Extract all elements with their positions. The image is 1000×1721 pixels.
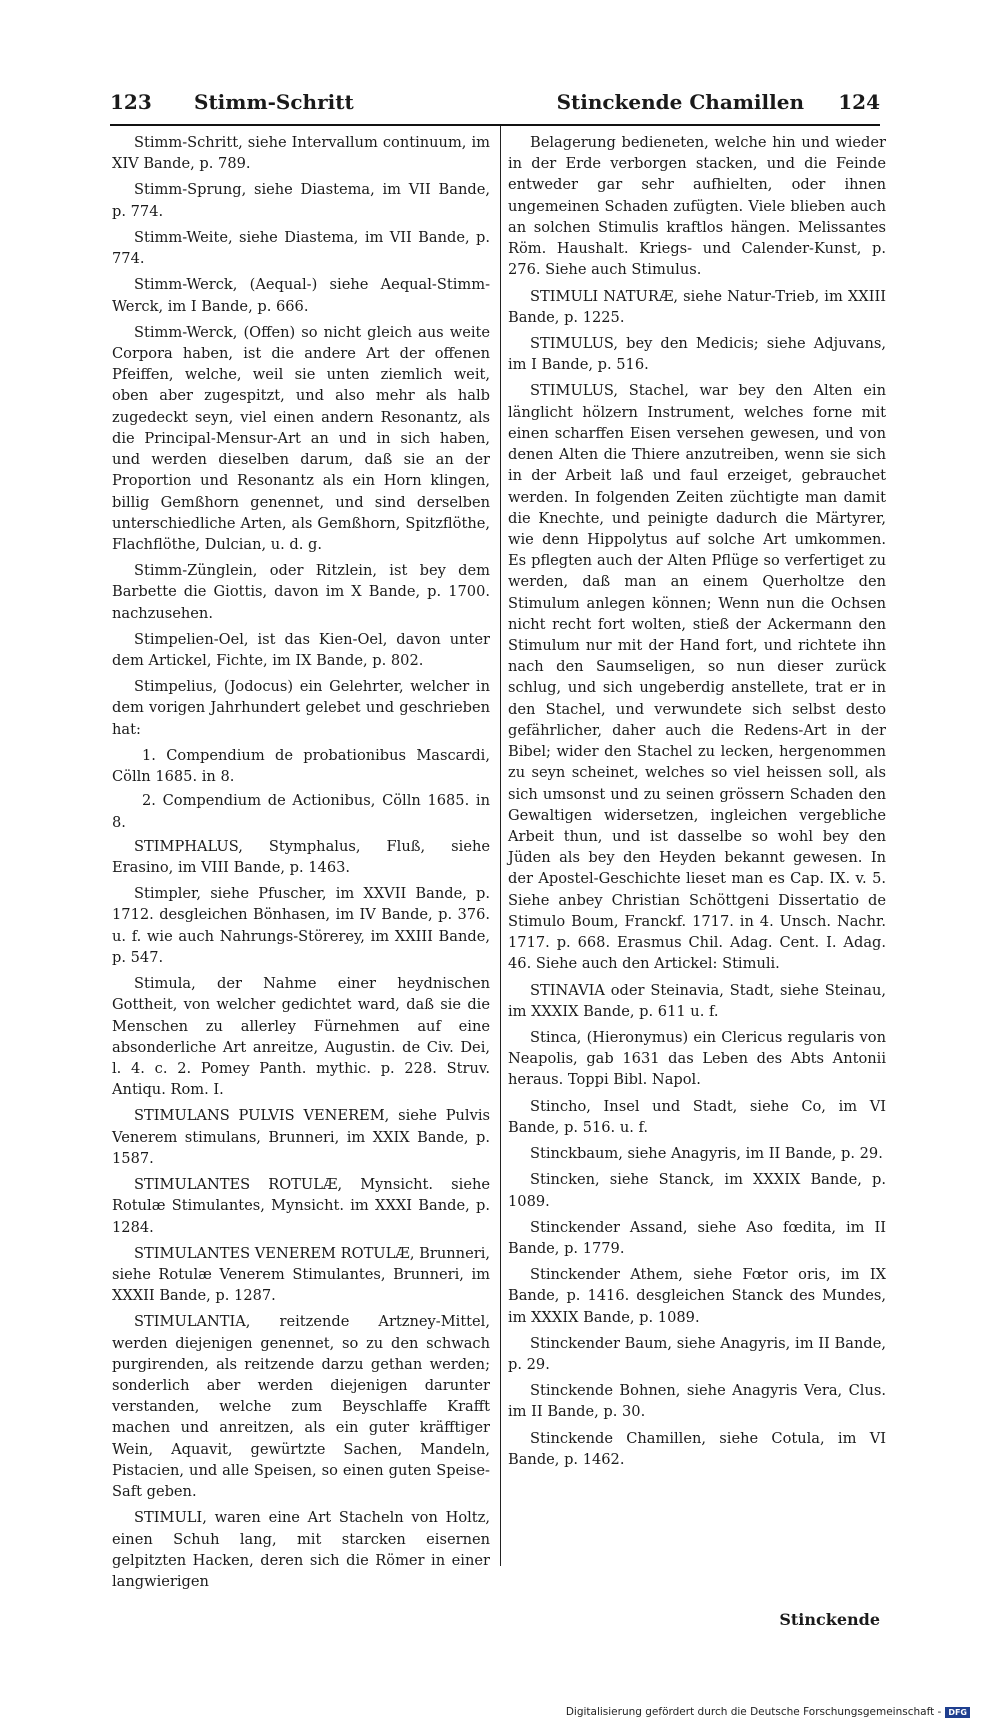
entry: Stincken, siehe Stanck, im XXXIX Bande, p. 1089. xyxy=(508,1171,886,1210)
entry: STIMPHALUS, Stymphalus, Fluß, siehe Erasino, im VIII Bande, p. 1463. xyxy=(112,837,490,876)
dfg-logo: DFG xyxy=(945,1707,970,1718)
footer-credit: Digitalisierung gefördert durch die Deutsche Forschungsgemeinschaft - xyxy=(565,1706,942,1718)
entry: Stimpler, siehe Pfuscher, im XXVII Bande, p. 1712. desgleichen Bönhasen, im IV Bande, p. 376. u. f. wie auch Nahrungs-Störerey, im XXIII Bande, p. 547. xyxy=(112,885,490,966)
running-head-left: Stimm-Schritt xyxy=(194,90,354,114)
entry: STIMULUS, bey den Medicis; siehe Adjuvans, im I Bande, p. 516. xyxy=(508,334,886,374)
entry: Stimm-Sprung, siehe Diastema, im VII Bande, p. 774. xyxy=(112,181,490,220)
entry: Stimm-Werck, (Offen) so nicht gleich aus weite Corpora haben, ist die andere Art der offenen Pfeiffen, welche, weil sie unten ziemlich weit, oben aber zugespitzt, und also mehr als halb zugedeckt seyn, viel einen andern Resonantz, als die Principal-Mensur-Art an und in sich haben, und werden dieselben darum, daß sie an der Proportion und Resonantz als ein Horn klingen, billig Gemßhorn genennet, und sind derselben unterschiedliche Arten, als Gemßhorn, Spitzflöthe, Flachflöthe, Dulcian, u. d. g. xyxy=(112,323,490,553)
page-number-right: 124 xyxy=(838,90,880,114)
entry: STIMULANTES ROTULÆ, Mynsicht. siehe Rotulæ Stimulantes, Mynsicht. im XXXI Bande, p. 1284. xyxy=(112,1176,490,1236)
entry: Stincho, Insel und Stadt, siehe Co, im VI Bande, p. 516. u. f. xyxy=(508,1097,886,1136)
left-column xyxy=(112,132,490,1597)
entry: STIMULUS, Stachel, war bey den Alten ein länglicht hölzern Instrument, welches forne mit einen scharffen Eisen versehen gewesen, und von denen Alten die Thiere anzutreiben, wenn sie sich in der Arbeit laß und faul erzeiget, gebrauchet werden. In folgenden Zeiten züchtigte man damit die Knechte, und peinigte dadurch die Märtyrer, wie denn Hippolytus auf solche Art umkommen. Es pflegten auch der Alten Pflüge so verfertiget zu werden, daß man an einem Querholtze den Stimulum anlegen können; Wenn nun die Ochsen nicht recht fort wolten, stieß der Ackermann den Stimulum nur mit der Hand fort, und richtete ihn nach den Saumseligen, so nun dieser zurück schlug, und sich ungeberdig anstellete, trat er in den Stachel, und verwundete sich selbst desto gefährlicher, daher auch die Redens-Art in der Bibel; wider den Stachel zu lecken, hergenommen zu seyn scheinet, welches so viel heissen soll, als sich umsonst und zu seinen grössern Schaden den Gewaltigen widersetzen, ingleichen vergebliche Arbeit thun, und ist dasselbe so wohl bey den Jüden als bey den Heyden bekannt gewesen. In der Apostel-Geschichte lieset man es Cap. IX. v. 5. Siehe anbey Christian Schöttgeni Dissertatio de Stimulo Boum, Franckf. 1717. in 4. Unsch. Nachr. 1717. p. 668. Erasmus Chil. Adag. Cent. I. Adag. 46. Siehe auch den Artickel: Stimuli. xyxy=(508,382,886,973)
list-item: 1. Compendium de probationibus Mascardi, Cölln 1685. in 8. xyxy=(112,746,490,786)
entry: STINAVIA oder Steinavia, Stadt, siehe Steinau, im XXXIX Bande, p. 611 u. f. xyxy=(508,981,886,1020)
entry: Stimm-Weite, siehe Diastema, im VII Bande, p. 774. xyxy=(112,228,490,268)
entry: Stinckender Baum, siehe Anagyris, im II Bande, p. 29. xyxy=(508,1334,886,1374)
entry: Stimm-Werck, (Aequal-) siehe Aequal-Stimm-Werck, im I Bande, p. 666. xyxy=(112,276,490,315)
entry: Stimula, der Nahme einer heydnischen Gottheit, von welcher gedichtet ward, daß sie die Menschen zu allerley Fürnehmen auf eine absonderliche Art anreitze, Augustin. de Civ. Dei, l. 4. c. 2. Pomey Panth. mythic. p. 228. Struv. Antiqu. Rom. I. xyxy=(112,975,490,1099)
entry: Stimpelien-Oel, ist das Kien-Oel, davon unter dem Artickel, Fichte, im IX Bande, p. 802. xyxy=(112,630,490,670)
page-header xyxy=(110,90,880,124)
entry: Stinckbaum, siehe Anagyris, im II Bande, p. 29. xyxy=(530,1145,883,1163)
entry: STIMULI NATURÆ, siehe Natur-Trieb, im XXIII Bande, p. 1225. xyxy=(508,287,886,326)
entry: STIMULI, waren eine Art Stacheln von Holtz, einen Schuh lang, mit starcken eisernen gelpitzten Hacken, deren sich die Römer in einer langwierigen xyxy=(112,1509,490,1590)
catchword: Stinckende xyxy=(779,1610,880,1629)
header-rule xyxy=(110,124,880,126)
page-number-left: 123 xyxy=(110,90,152,114)
list-item: 2. Compendium de Actionibus, Cölln 1685. in 8. xyxy=(112,792,490,831)
entry: STIMULANTIA, reitzende Artzney-Mittel, werden diejenigen genennet, so zu den schwach purgirenden, als reitzende darzu gethan werden; sonderlich aber werden diejenigen darunter verstanden, welche zum Beyschlaffe Krafft machen und anreitzen, als ein guter kräfftiger Wein, Aquavit, gewürtzte Sachen, Mandeln, Pistacien, und alle Speisen, so einen guten Speise-Saft geben. xyxy=(112,1313,490,1501)
entry: Stinckende Bohnen, siehe Anagyris Vera, Clus. im II Bande, p. 30. xyxy=(508,1382,886,1421)
entry: Belagerung bedieneten, welche hin und wieder in der Erde verborgen stacken, und die Feinde entweder gar sehr aufhielten, oder ihnen ungemeinen Schaden zufügten. Viele blieben auch an solchen Stimulis kraftlos hängen. Melissantes Röm. Haushalt. Kriegs- und Calender-Kunst, p. 276. Siehe auch Stimulus. xyxy=(508,134,886,279)
entry: Stinckende Chamillen, siehe Cotula, im VI Bande, p. 1462. xyxy=(508,1429,886,1468)
entry: STIMULANS PULVIS VENEREM, siehe Pulvis Venerem stimulans, Brunneri, im XXIX Bande, p. 1587. xyxy=(112,1107,490,1167)
entry: Stinckender Assand, siehe Aso fœdita, im II Bande, p. 1779. xyxy=(508,1218,886,1257)
entry: Stimm-Zünglein, oder Ritzlein, ist bey dem Barbette die Giottis, davon im X Bande, p. 1700. nachzusehen. xyxy=(112,562,490,622)
entry: Stinckender Athem, siehe Fœtor oris, im IX Bande, p. 1416. desgleichen Stanck des Mundes, im XXXIX Bande, p. 1089. xyxy=(508,1266,886,1326)
entry: Stimpelius, (Jodocus) ein Gelehrter, welcher in dem vorigen Jahrhundert gelebet und geschrieben hat: xyxy=(112,678,490,738)
entry: Stimm-Schritt, siehe Intervallum continuum, im XIV Bande, p. 789. xyxy=(112,134,490,173)
footer xyxy=(566,1706,970,1718)
running-head-right: Stinckende Chamillen xyxy=(556,90,804,114)
entry: Stinca, (Hieronymus) ein Clericus regularis von Neapolis, gab 1631 das Leben des Abts Antonii heraus. Toppi Bibl. Napol. xyxy=(508,1028,886,1089)
right-column xyxy=(508,132,886,1475)
column-divider xyxy=(500,126,501,1566)
entry: STIMULANTES VENEREM ROTULÆ, Brunneri, siehe Rotulæ Venerem Stimulantes, Brunneri, im XXXII Bande, p. 1287. xyxy=(112,1244,490,1305)
